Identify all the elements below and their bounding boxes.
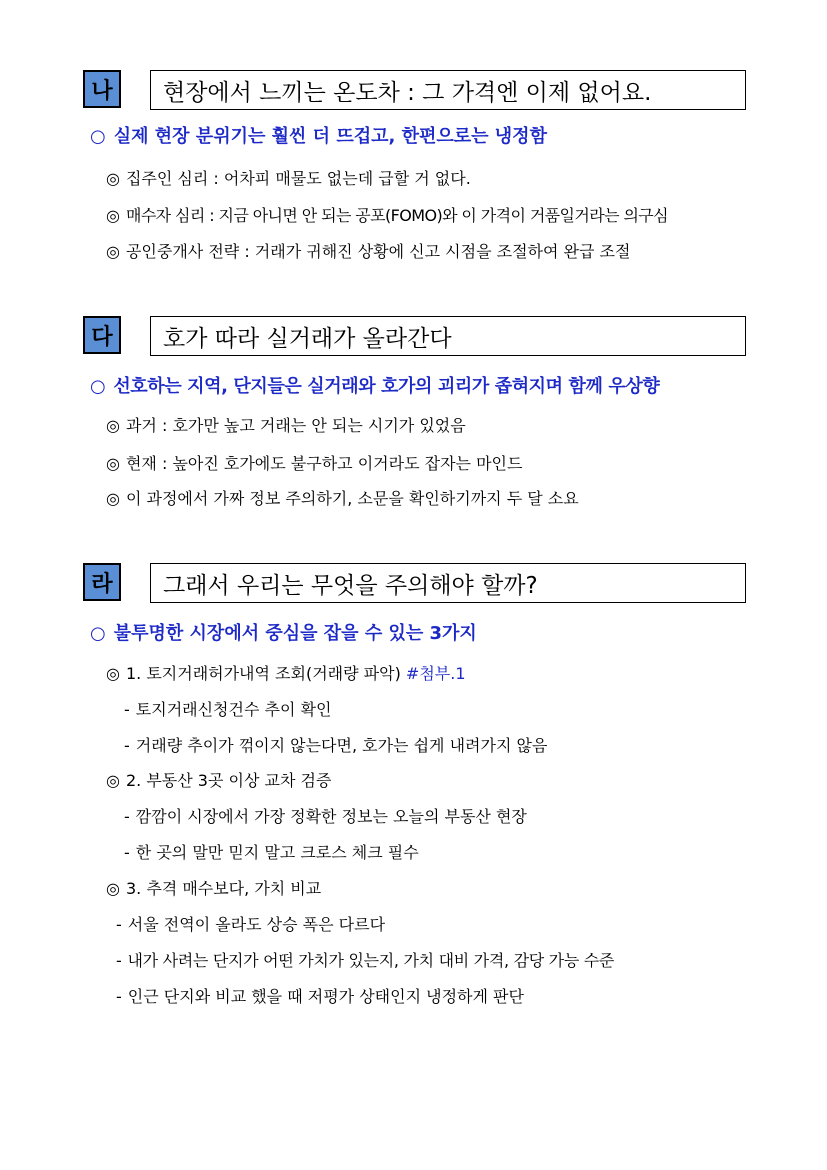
section-badge: 나	[83, 70, 121, 108]
list-item	[106, 166, 471, 189]
lead-line	[90, 122, 547, 148]
circle-marker: ○	[90, 623, 106, 644]
sub-item	[124, 697, 331, 720]
double-circle-marker: ◎	[106, 879, 120, 898]
lead-line	[90, 619, 477, 645]
item-text: 이 과정에서 가짜 정보 주의하기, 소문을 확인하기까지 두 달 소요	[125, 489, 579, 508]
sub-item	[116, 984, 524, 1007]
item-text: 공인중개사 전략 : 거래가 귀해진 상황에 신고 시점을 조절하여 완급 조절	[125, 242, 631, 261]
list-item	[106, 876, 321, 899]
sub-text: 인근 단지와 비교 했을 때 저평가 상태인지 냉정하게 판단	[127, 987, 524, 1006]
item-text: 2. 부동산 3곳 이상 교차 검증	[125, 771, 332, 790]
double-circle-marker: ◎	[106, 169, 120, 188]
double-circle-marker: ◎	[106, 206, 120, 225]
sub-item	[124, 733, 547, 756]
dash-marker: -	[124, 807, 130, 826]
dash-marker: -	[116, 987, 122, 1006]
item-text: 집주인 심리 : 어차피 매물도 없는데 급할 거 없다.	[125, 169, 471, 188]
attachment-reference: #첨부.1	[400, 664, 466, 683]
list-item	[106, 486, 579, 509]
section-header	[0, 70, 827, 110]
list-item	[106, 661, 466, 684]
sub-item	[124, 840, 419, 863]
sub-item	[124, 804, 527, 827]
section-header	[0, 316, 827, 356]
sub-item	[116, 948, 614, 971]
item-text: 과거 : 호가만 높고 거래는 안 되는 시기가 있었음	[125, 416, 466, 435]
list-item	[106, 413, 466, 436]
double-circle-marker: ◎	[106, 489, 120, 508]
double-circle-marker: ◎	[106, 242, 120, 261]
double-circle-marker: ◎	[106, 771, 120, 790]
list-item	[106, 768, 331, 791]
section-title: 호가 따라 실거래가 올라간다	[150, 316, 746, 356]
item-text: 현재 : 높아진 호가에도 불구하고 이거라도 잡자는 마인드	[125, 454, 523, 473]
section-badge: 라	[83, 563, 121, 601]
dash-marker: -	[124, 700, 130, 719]
circle-marker: ○	[90, 376, 106, 397]
lead-text: 선호하는 지역, 단지들은 실거래와 호가의 괴리가 좁혀지며 함께 우상향	[113, 376, 660, 397]
sub-item	[116, 912, 385, 935]
sub-text: 서울 전역이 올라도 상승 폭은 다르다	[127, 915, 386, 934]
lead-text: 실제 현장 분위기는 훨씬 더 뜨겁고, 한편으로는 냉정함	[113, 126, 547, 147]
section-title: 그래서 우리는 무엇을 주의해야 할까?	[150, 563, 746, 603]
section-title: 현장에서 느끼는 온도차 : 그 가격엔 이제 없어요.	[150, 70, 746, 110]
list-item	[106, 239, 630, 262]
list-item	[106, 203, 668, 226]
dash-marker: -	[124, 843, 130, 862]
section-header	[0, 563, 827, 603]
dash-marker: -	[124, 736, 130, 755]
sub-text: 토지거래신청건수 추이 확인	[135, 700, 332, 719]
sub-text: 깜깜이 시장에서 가장 정확한 정보는 오늘의 부동산 현장	[135, 807, 527, 826]
section-da	[0, 316, 827, 508]
item-text: 매수자 심리 : 지금 아니면 안 되는 공포(FOMO)와 이 가격이 거품일거라는 의구심	[125, 206, 669, 225]
lead-text: 불투명한 시장에서 중심을 잡을 수 있는 3가지	[113, 623, 477, 644]
sub-text: 내가 사려는 단지가 어떤 가치가 있는지, 가치 대비 가격, 감당 가능 수준	[127, 951, 615, 970]
sub-text: 한 곳의 말만 믿지 말고 크로스 체크 필수	[135, 843, 419, 862]
dash-marker: -	[116, 951, 122, 970]
item-text: 3. 추격 매수보다, 가치 비교	[125, 879, 322, 898]
circle-marker: ○	[90, 126, 106, 147]
sub-text: 거래량 추이가 꺾이지 않는다면, 호가는 쉽게 내려가지 않음	[135, 736, 548, 755]
double-circle-marker: ◎	[106, 416, 120, 435]
double-circle-marker: ◎	[106, 664, 120, 683]
lead-line	[90, 372, 659, 398]
item-text: 1. 토지거래허가내역 조회(거래량 파악)	[125, 664, 401, 683]
dash-marker: -	[116, 915, 122, 934]
list-item	[106, 451, 522, 474]
section-na	[0, 70, 827, 261]
section-ra	[0, 563, 827, 1006]
section-badge: 다	[83, 316, 121, 354]
double-circle-marker: ◎	[106, 454, 120, 473]
